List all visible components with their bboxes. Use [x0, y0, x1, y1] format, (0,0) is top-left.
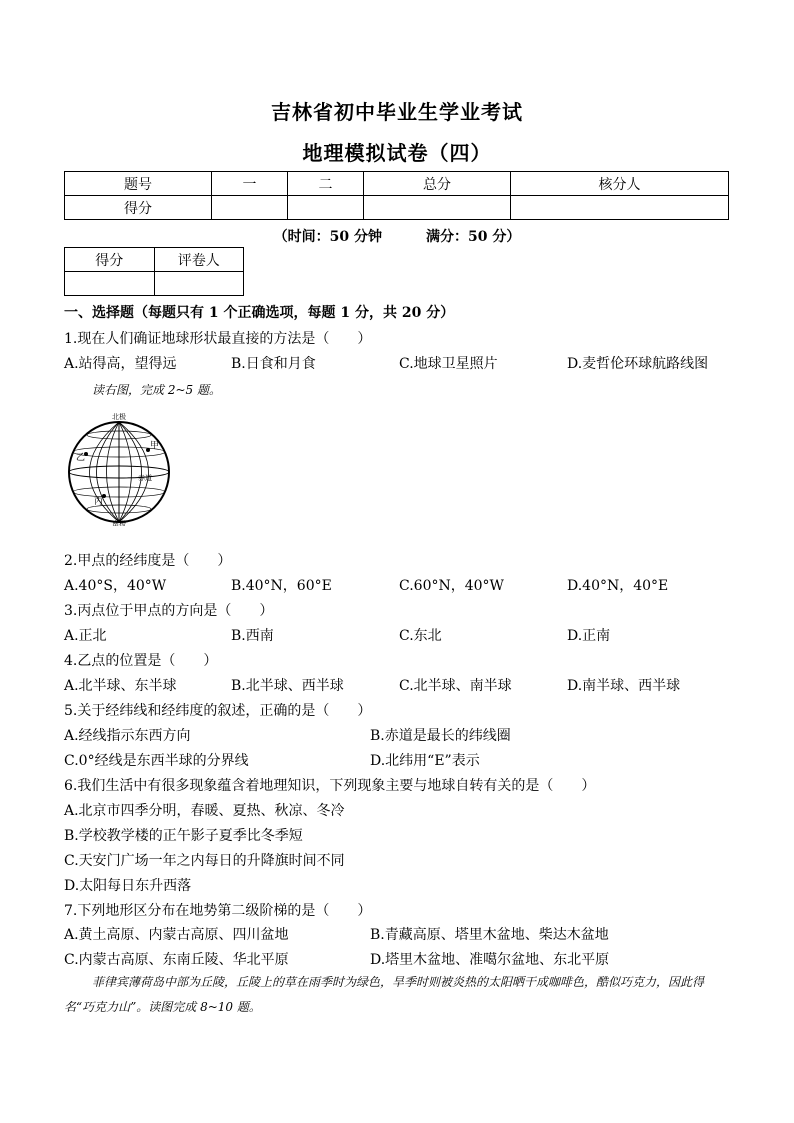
option: C.天安门广场一年之内每日的升降旗时间不同 — [64, 853, 345, 869]
question-stem: 7.下列地形区分布在地势第二级阶梯的是（ ） — [64, 903, 372, 919]
exam-full-score: 满分：50 分） — [426, 229, 521, 245]
grader-input-cell[interactable] — [65, 272, 155, 296]
exam-info — [0, 226, 794, 246]
score-table-score-row — [65, 196, 729, 220]
reading-paragraph: 菲律宾薄荷岛中部为丘陵，丘陵上的草在雨季时为绿色，旱季时则被炎热的太阳晒干成咖啡色，酷似巧克力，因此得名“巧克力山”。读图完成 8~10 题。 — [64, 975, 705, 1014]
options-row — [64, 625, 744, 645]
question-stem: 2.甲点的经纬度是（ ） — [64, 553, 232, 569]
option: A.北半球、东半球 — [64, 678, 177, 694]
score-input-cell[interactable] — [511, 196, 729, 220]
option: D.塔里木盆地、准噶尔盆地、东北平原 — [370, 952, 610, 968]
option: C.北半球、南半球 — [399, 678, 512, 694]
question-stem: 4.乙点的位置是（ ） — [64, 653, 218, 669]
option: C.地球卫星照片 — [399, 356, 498, 372]
score-cell: 得分 — [65, 196, 212, 220]
score-input-cell[interactable] — [288, 196, 364, 220]
option: D.南半球、西半球 — [567, 678, 681, 694]
grader-table — [64, 247, 244, 296]
option: A.黄土高原、内蒙古高原、四川盆地 — [64, 927, 289, 943]
question-stem: 1.现在人们确证地球形状最直接的方法是（ ） — [64, 331, 372, 347]
score-cell: 总分 — [364, 172, 511, 196]
option: B.赤道是最长的纬线圈 — [370, 728, 511, 744]
option: C.0°经线是东西半球的分界线 — [64, 753, 249, 769]
option: D.北纬用“E”表示 — [370, 753, 480, 769]
option: A.正北 — [64, 628, 107, 644]
option: C.内蒙古高原、东南丘陵、华北平原 — [64, 952, 289, 968]
option: D.正南 — [567, 628, 611, 644]
option: B.日食和月食 — [231, 356, 316, 372]
score-input-cell[interactable] — [364, 196, 511, 220]
options-row — [64, 353, 744, 373]
exam-time: （时间：50 分钟 — [273, 229, 382, 245]
option: B.40°N，60°E — [231, 578, 332, 594]
globe-figure — [64, 410, 174, 526]
score-cell: 一 — [211, 172, 287, 196]
score-table-header-row — [65, 172, 729, 196]
question-stem: 5.关于经纬线和经纬度的叙述，正确的是（ ） — [64, 703, 372, 719]
point-jia-label: 甲 — [150, 441, 160, 451]
score-cell: 核分人 — [511, 172, 729, 196]
grader-input-cell[interactable] — [154, 272, 244, 296]
grader-input-row — [65, 272, 244, 296]
score-cell: 二 — [288, 172, 364, 196]
score-cell: 题号 — [65, 172, 212, 196]
options-row — [64, 949, 744, 969]
section-title: 一、选择题（每题只有 1 个正确选项，每题 1 分，共 20 分） — [64, 305, 455, 321]
grader-cell: 得分 — [65, 248, 155, 272]
option: A.40°S，40°W — [64, 578, 167, 594]
exam-subtitle: 地理模拟试卷（四） — [302, 141, 492, 165]
options-row — [64, 924, 744, 944]
equator-label: 赤道 — [138, 474, 152, 482]
point-bing-label: 丙 — [94, 497, 104, 507]
options-row — [64, 750, 744, 770]
option: B.学校教学楼的正午影子夏季比冬季短 — [64, 828, 303, 844]
question-stem: 6.我们生活中有很多现象蕴含着地理知识，下列现象主要与地球自转有关的是（ ） — [64, 778, 596, 794]
score-input-cell[interactable] — [211, 196, 287, 220]
option: B.西南 — [231, 628, 274, 644]
exam-title: 吉林省初中毕业生学业考试 — [271, 100, 523, 124]
options-row — [64, 725, 744, 745]
globe-icon — [64, 410, 174, 526]
question-stem: 3.丙点位于甲点的方向是（ ） — [64, 603, 274, 619]
point-yi-label: 乙 — [76, 453, 86, 463]
option: D.太阳每日东升西落 — [64, 878, 192, 894]
options-row — [64, 675, 744, 695]
option: A.北京市四季分明，春暖、夏热、秋凉、冬冷 — [64, 803, 345, 819]
grader-cell: 评卷人 — [154, 248, 244, 272]
option: A.站得高，望得远 — [64, 356, 177, 372]
north-pole-label: 北极 — [112, 413, 126, 421]
option: D.麦哲伦环球航路线图 — [567, 356, 709, 372]
option: B.北半球、西半球 — [231, 678, 344, 694]
option: C.60°N，40°W — [399, 578, 504, 594]
options-row — [64, 575, 744, 595]
option: B.青藏高原、塔里木盆地、柴达木盆地 — [370, 927, 609, 943]
grader-header-row — [65, 248, 244, 272]
option: A.经线指示东西方向 — [64, 728, 191, 744]
score-table — [64, 171, 729, 220]
south-pole-label: 南极 — [112, 520, 126, 526]
reading-note: 读右图，完成 2~5 题。 — [92, 383, 221, 397]
option: D.40°N，40°E — [567, 578, 669, 594]
option: C.东北 — [399, 628, 442, 644]
